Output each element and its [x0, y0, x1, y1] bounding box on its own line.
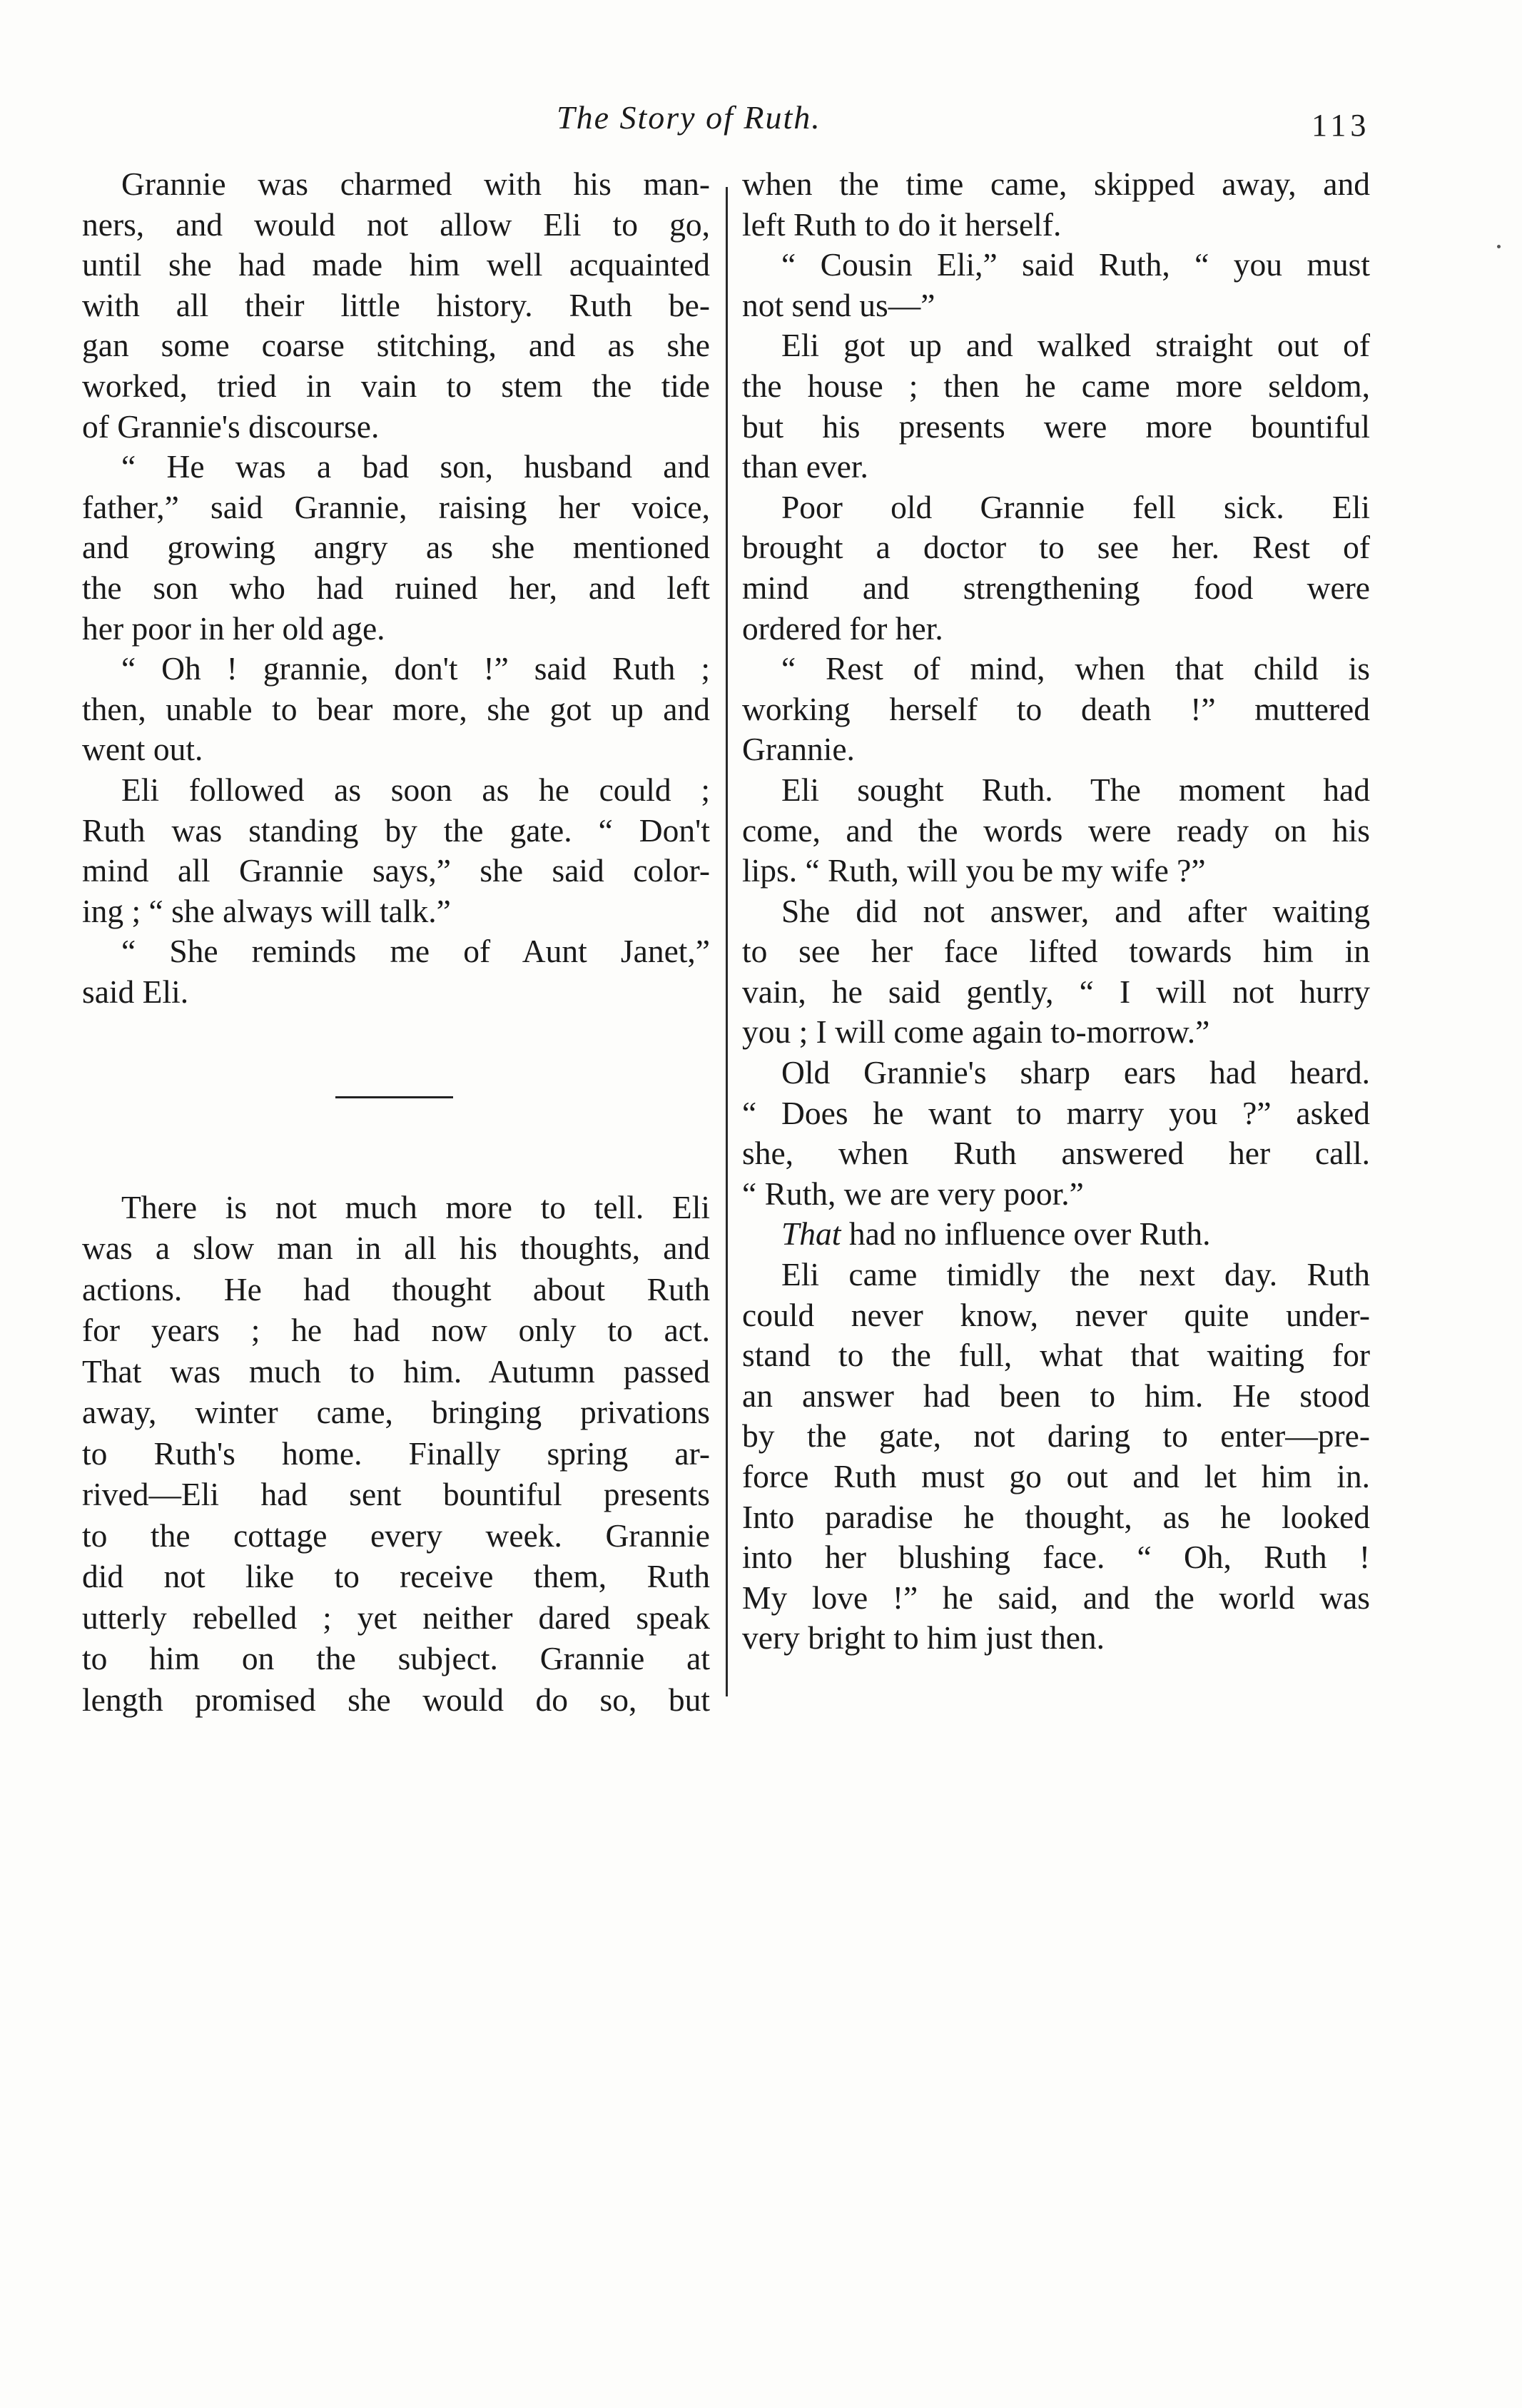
ink-speck — [1497, 245, 1501, 248]
text-line: There is not much more to tell. Eli — [121, 1188, 710, 1225]
text-line: to see her face lifted towards him in — [742, 933, 1370, 970]
text-line: “ Does he want to marry you ?” asked — [742, 1094, 1370, 1131]
text-line: into her blushing face. “ Oh, Ruth ! — [742, 1539, 1370, 1576]
text-line: actions. He had thought about Ruth — [82, 1270, 710, 1307]
text-line: ners, and would not allow Eli to go, — [82, 206, 710, 243]
left-column — [82, 164, 710, 1012]
text-line: “ She reminds me of Aunt Janet,” — [121, 933, 710, 970]
text-line: Eli sought Ruth. The moment had — [781, 771, 1370, 808]
text-line: said Eli. — [82, 973, 189, 1010]
text-line: not send us—” — [742, 286, 935, 323]
text-line: “ Cousin Eli,” said Ruth, “ you must — [781, 246, 1370, 283]
text-line: She did not answer, and after waiting — [781, 892, 1370, 929]
paragraph — [742, 1053, 1370, 1214]
paragraph — [82, 1187, 710, 1721]
text-line: could never know, never quite under- — [742, 1296, 1370, 1333]
text-line: by the gate, not daring to enter—pre- — [742, 1417, 1370, 1455]
text-line: ing ; “ she always will talk.” — [82, 892, 451, 929]
left-column-section-two — [82, 1154, 710, 1753]
text-line: length promised she would do so, but — [82, 1681, 710, 1718]
text-line: father,” said Grannie, raising her voice, — [82, 488, 710, 525]
text-line: Eli got up and walked straight out of — [781, 327, 1370, 364]
text-line: the house ; then he came more seldom, — [742, 367, 1370, 404]
right-column — [742, 164, 1370, 1659]
text-line: Eli followed as soon as he could ; — [121, 771, 710, 808]
text-line: the son who had ruined her, and left — [82, 569, 710, 606]
text-line: to the cottage every week. Grannie — [82, 1517, 710, 1554]
paragraph — [742, 649, 1370, 770]
text-line: My love !” he said, and the world was — [742, 1579, 1370, 1616]
text-line — [742, 1214, 1370, 1255]
text-line: than ever. — [742, 448, 868, 485]
text-line: That was much to him. Autumn passed — [82, 1352, 710, 1390]
paragraph — [82, 770, 710, 931]
text-line: she, when Ruth answered her call. — [742, 1135, 1370, 1172]
text-line: gan some coarse stitching, and as she — [82, 327, 710, 364]
text-line: working herself to death !” muttered — [742, 690, 1370, 727]
text-line: you ; I will come again to-morrow.” — [742, 1013, 1210, 1051]
text-line: went out. — [82, 731, 203, 768]
text-line: away, winter came, bringing privations — [82, 1394, 710, 1430]
text-line: come, and the words were ready on his — [742, 811, 1370, 849]
text-line: “ Ruth, we are very poor.” — [742, 1175, 1084, 1212]
text-line: was a slow man in all his thoughts, and — [82, 1230, 710, 1266]
text-line: for years ; he had now only to act. — [82, 1312, 710, 1348]
text-line: left Ruth to do it herself. — [742, 206, 1062, 243]
text-line: until she had made him well acquainted — [82, 246, 710, 283]
text-line: “ Rest of mind, when that child is — [781, 650, 1370, 687]
text-line: stand to the full, what that waiting for — [742, 1337, 1370, 1374]
paragraph — [742, 325, 1370, 487]
text-line: vain, he said gently, “ I will not hurry — [742, 973, 1370, 1010]
page-number: 113 — [1312, 108, 1371, 143]
text-line: Ruth was standing by the gate. “ Don't — [82, 811, 710, 849]
text-line: very bright to him just then. — [742, 1619, 1105, 1656]
text-line: with all their little history. Ruth be- — [82, 286, 710, 323]
text-line: “ He was a bad son, husband and — [121, 448, 710, 485]
text-line: mind and strengthening food were — [742, 569, 1370, 606]
text-line: when the time came, skipped away, and — [742, 166, 1370, 202]
paragraph — [742, 487, 1370, 649]
text-line: ordered for her. — [742, 609, 943, 647]
text-line: to Ruth's home. Finally spring ar- — [82, 1435, 710, 1472]
text-line: worked, tried in vain to stem the tide — [82, 367, 710, 404]
text-fragment: had no influence over Ruth. — [841, 1215, 1211, 1253]
text-line: lips. “ Ruth, will you be my wife ?” — [742, 852, 1206, 889]
paragraph — [742, 245, 1370, 325]
column-divider-rule — [726, 187, 728, 1696]
text-line: “ Oh ! grannie, don't !” said Ruth ; — [121, 650, 710, 687]
text-line: Eli came timidly the next day. Ruth — [781, 1256, 1370, 1293]
text-line: but his presents were more bountiful — [742, 408, 1370, 445]
text-line: then, unable to bear more, she got up and — [82, 690, 710, 727]
text-line: force Ruth must go out and let him in. — [742, 1458, 1370, 1494]
text-line: of Grannie's discourse. — [82, 408, 380, 445]
text-line: Grannie. — [742, 731, 855, 768]
running-header-title: The Story of Ruth. — [557, 99, 821, 136]
italic-emphasis: That — [781, 1215, 841, 1253]
paragraph — [742, 1214, 1370, 1255]
text-line: mind all Grannie says,” she said color- — [82, 852, 710, 889]
text-line: did not like to receive them, Ruth — [82, 1558, 710, 1594]
text-line: her poor in her old age. — [82, 609, 385, 647]
text-line: and growing angry as she mentioned — [82, 529, 710, 566]
paragraph — [82, 164, 710, 447]
text-line: brought a doctor to see her. Rest of — [742, 529, 1370, 566]
text-line: Into paradise he thought, as he looked — [742, 1498, 1370, 1535]
paragraph — [82, 447, 710, 649]
text-line: utterly rebelled ; yet neither dared speak — [82, 1599, 710, 1636]
paragraph — [742, 164, 1370, 245]
paragraph — [742, 891, 1370, 1053]
text-line: Grannie was charmed with his man- — [121, 166, 710, 202]
text-line: Old Grannie's sharp ears had heard. — [781, 1054, 1370, 1091]
paragraph — [82, 649, 710, 770]
text-line: an answer had been to him. He stood — [742, 1377, 1370, 1414]
section-break-rule — [335, 1096, 453, 1098]
paragraph — [742, 770, 1370, 891]
text-line: rived—Eli had sent bountiful presents — [82, 1476, 710, 1512]
paragraph — [742, 1255, 1370, 1659]
paragraph — [82, 931, 710, 1012]
text-line: to him on the subject. Grannie at — [82, 1640, 710, 1676]
text-line: Poor old Grannie fell sick. Eli — [781, 488, 1370, 525]
